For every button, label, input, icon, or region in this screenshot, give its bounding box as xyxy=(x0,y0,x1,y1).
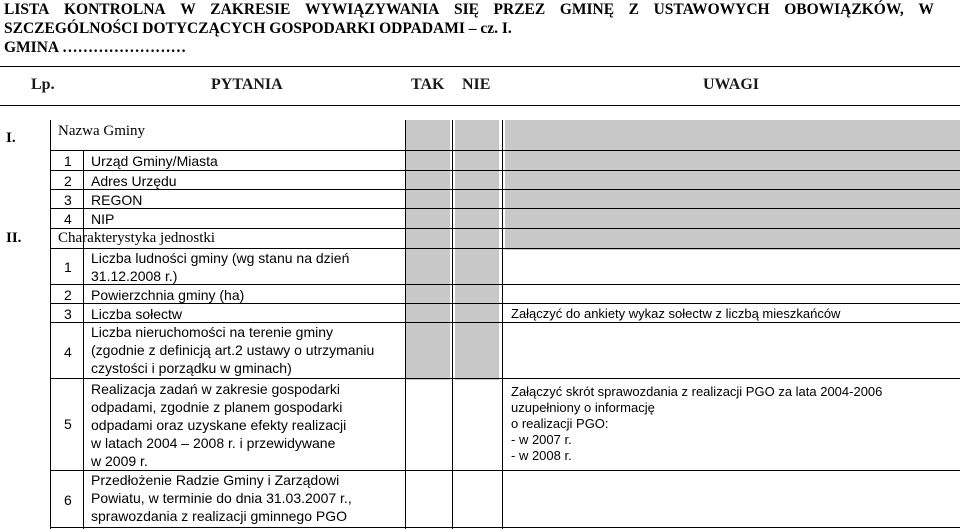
question-line: Powiatu, w terminie do dnia 31.03.2007 r., xyxy=(91,490,352,506)
question-line: Przedłożenie Radzie Gminy i Zarządowi xyxy=(91,472,340,488)
title-word: W xyxy=(918,1,934,18)
grid-line xyxy=(50,208,960,209)
question-text xyxy=(91,323,374,377)
shaded-cell xyxy=(455,120,499,250)
title-word: WYWIĄZYWANIA xyxy=(305,1,440,18)
remark-line: - w 2008 r. xyxy=(511,448,572,463)
question-text xyxy=(91,380,346,470)
row-number: 2 xyxy=(64,287,72,303)
shaded-cell xyxy=(406,250,450,380)
question-text: Powierzchnia gminy (ha) xyxy=(91,287,245,303)
title-word: SIĘ xyxy=(453,1,479,18)
question-text: Urząd Gminy/Miasta xyxy=(91,153,218,169)
shaded-cell xyxy=(406,120,450,250)
question-text xyxy=(91,471,352,525)
header-lp: Lp. xyxy=(31,76,55,93)
row-number: 6 xyxy=(64,492,72,508)
header-nie: NIE xyxy=(462,76,491,93)
row-number: 2 xyxy=(64,173,72,189)
question-line: odpadami, zgodnie z planem gospodarki xyxy=(91,399,343,415)
question-text: REGON xyxy=(91,192,143,208)
grid-line xyxy=(50,527,960,528)
question-line: Liczba nieruchomości na terenie gminy xyxy=(91,324,334,340)
question-line: (zgodnie z definicją art.2 ustawy o utrzymaniu xyxy=(91,342,375,358)
section-title: Nazwa Gminy xyxy=(58,123,146,139)
grid-line xyxy=(502,120,503,529)
question-line: Liczba ludności gminy (wg stanu na dzień xyxy=(91,250,350,266)
header-pytania: PYTANIA xyxy=(211,76,283,93)
title-word: KONTROLNA xyxy=(63,1,166,18)
title-line-2: SZCZEGÓLNOŚCI DOTYCZĄCYCH GOSPODARKI ODPADAMI – cz. I. xyxy=(4,20,512,37)
remark-line: Załączyć skrót sprawozdania z realizacji PGO za lata 2004-2006 xyxy=(511,384,883,399)
question-text xyxy=(91,249,349,285)
header-tak: TAK xyxy=(411,76,445,93)
row-number: 5 xyxy=(64,416,72,432)
question-line: 31.12.2008 r.) xyxy=(91,268,178,284)
remark-line: o realizacji PGO: xyxy=(511,416,609,431)
title-word: ZAKRESIE xyxy=(210,1,291,18)
grid-line xyxy=(50,120,51,529)
grid-line xyxy=(50,170,960,171)
question-text: Adres Urzędu xyxy=(91,173,177,189)
grid-line xyxy=(50,189,960,190)
row-number: 1 xyxy=(64,259,72,275)
section-label: I. xyxy=(6,130,16,146)
remark-text xyxy=(511,384,882,464)
question-line: w latach 2004 – 2008 r. i przewidywane xyxy=(91,435,336,451)
grid-line xyxy=(405,120,406,529)
grid-line xyxy=(83,150,84,529)
grid-line xyxy=(452,120,453,529)
title-word: GMINĘ xyxy=(559,1,615,18)
grid-line xyxy=(50,150,960,151)
row-number: 4 xyxy=(64,211,72,227)
section-title: Charakterystyka jednostki xyxy=(58,230,216,246)
question-line: Realizacja zadań w zakresie gospodarki xyxy=(91,381,341,397)
grid-line xyxy=(50,228,960,229)
question-line: czystości i porządku w gminach) xyxy=(91,360,292,376)
row-number: 3 xyxy=(64,306,72,322)
shaded-cell xyxy=(455,250,499,380)
title-word: PRZEZ xyxy=(493,1,546,18)
title-word: W xyxy=(180,1,196,18)
section-label: II. xyxy=(6,230,22,246)
title-word: USTAWOWYCH xyxy=(653,1,770,18)
question-text: Liczba sołectw xyxy=(91,306,183,322)
title-word: LISTA xyxy=(4,1,50,18)
grid-line xyxy=(50,378,960,379)
row-number: 4 xyxy=(64,344,72,360)
remark-line: uzupełniony o informację xyxy=(511,400,655,415)
question-line: w 2009 r. xyxy=(91,453,148,469)
row-number: 3 xyxy=(64,192,72,208)
shaded-cell xyxy=(505,120,960,250)
row-number: 1 xyxy=(64,153,72,169)
title-word: OBOWIĄZKÓW, xyxy=(784,1,904,18)
header-uwagi: UWAGI xyxy=(703,76,760,93)
gmina-name-line: GMINA …………………… xyxy=(4,39,187,56)
remark-line: - w 2007 r. xyxy=(511,432,572,447)
remark-text: Załączyć do ankiety wykaz sołectw z liczbą mieszkańców xyxy=(511,306,841,321)
question-line: odpadami oraz uzyskane efekty realizacji xyxy=(91,417,347,433)
question-text: NIP xyxy=(91,211,115,227)
question-line: sprawozdania z realizacji gminnego PGO xyxy=(91,508,348,524)
title-word: Z xyxy=(628,1,640,18)
